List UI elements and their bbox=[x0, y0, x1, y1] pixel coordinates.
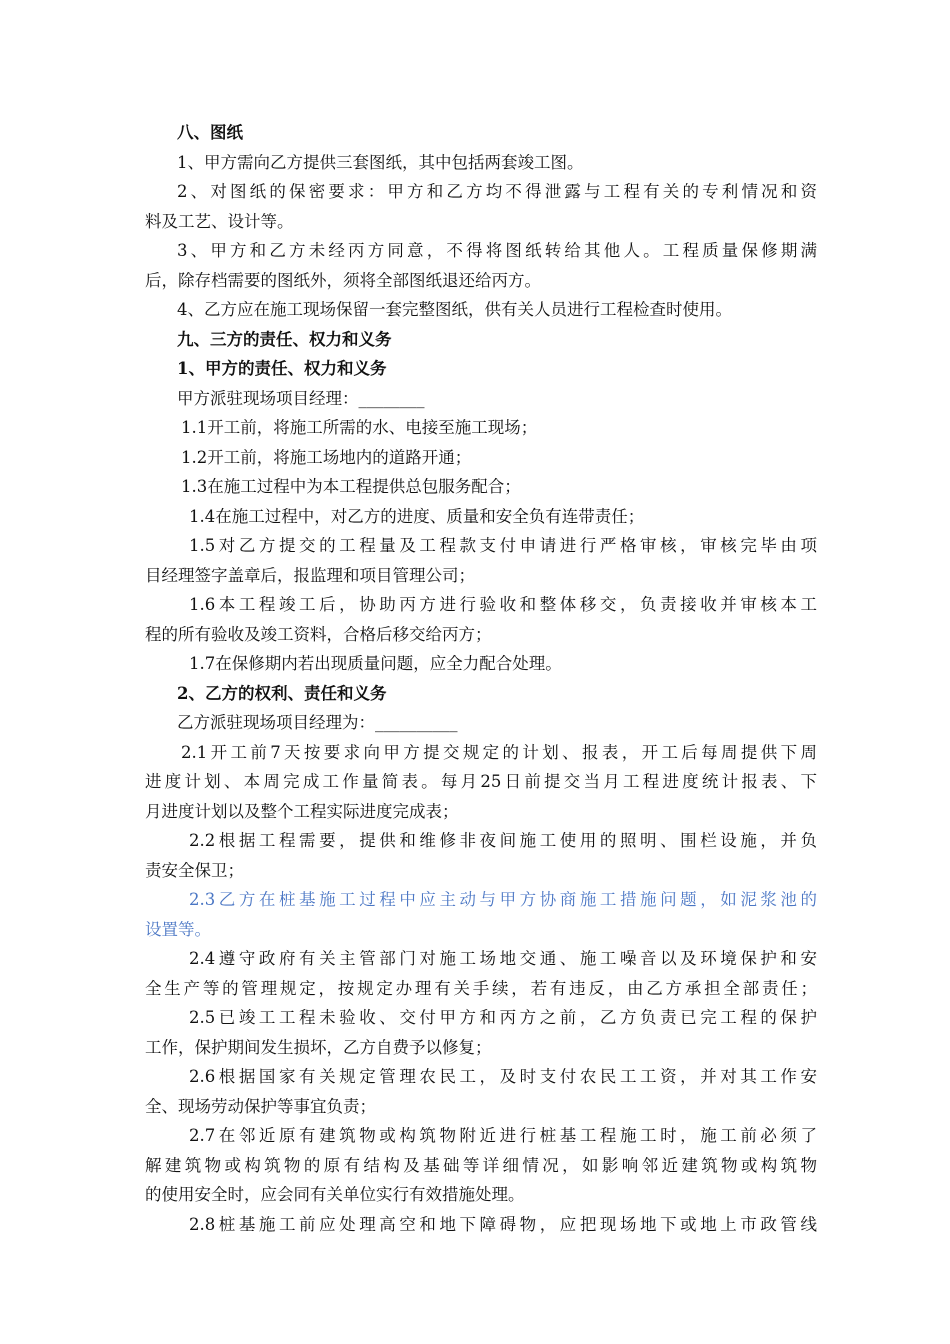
clause: 2.7在邻近原有建筑物或构筑物附近进行桩基工程施工时，施工前必须了 bbox=[189, 1126, 817, 1145]
paragraph-continuation: 料及工艺、设计等。 bbox=[145, 211, 294, 231]
section-8-heading: 八、图纸 bbox=[177, 123, 243, 142]
clause-continuation: 的使用安全时，应会同有关单位实行有效措施处理。 bbox=[145, 1185, 525, 1204]
subsection-heading: 1、甲方的责任、权力和义务 bbox=[177, 359, 387, 378]
subsection-heading: 2、乙方的权利、责任和义务 bbox=[177, 683, 387, 703]
clause: 1.2开工前，将施工场地内的道路开通； bbox=[181, 447, 472, 467]
clause: 2.2根据工程需要，提供和维修非夜间施工使用的照明、围栏设施，并负 bbox=[189, 831, 817, 850]
clause-continuation: 全生产等的管理规定，按规定办理有关手续，若有违反，由乙方承担全部责任； bbox=[145, 978, 817, 998]
document-page bbox=[145, 118, 817, 1239]
clause: 2.1开工前7天按要求向甲方提交规定的计划、报表，开工后每周提供下周 bbox=[181, 742, 817, 762]
clause-continuation: 程的所有验收及竣工资料，合格后移交给丙方； bbox=[145, 624, 492, 644]
clause: 1.5对乙方提交的工程量及工程款支付申请进行严格审核，审核完毕由项 bbox=[189, 536, 817, 555]
clause-continuation: 责安全保卫； bbox=[145, 860, 244, 880]
paragraph: 4、乙方应在施工现场保留一套完整图纸，供有关人员进行工程检查时使用。 bbox=[177, 300, 732, 319]
clause-continuation: 工作，保护期间发生损坏，乙方自费予以修复； bbox=[145, 1037, 492, 1057]
clause: 1.6本工程竣工后，协助丙方进行验收和整体移交，负责接收并审核本工 bbox=[189, 595, 817, 614]
manager-line: 乙方派驻现场项目经理为：__________ bbox=[177, 713, 458, 732]
clause-continuation: 解建筑物或构筑物的原有结构及基础等详细情况，如影响邻近建筑物或构筑物 bbox=[145, 1155, 817, 1175]
clause-continuation: 全、现场劳动保护等事宜负责； bbox=[145, 1096, 376, 1116]
clause: 2.6根据国家有关规定管理农民工，及时支付农民工工资，并对其工作安 bbox=[189, 1067, 817, 1086]
clause-continuation: 进度计划、本周完成工作量简表。每月25日前提交当月工程进度统计报表、下 bbox=[145, 772, 817, 791]
paragraph: 1、甲方需向乙方提供三套图纸，其中包括两套竣工图。 bbox=[177, 152, 584, 172]
clause: 2.5已竣工工程未验收、交付甲方和丙方之前，乙方负责已完工程的保护 bbox=[189, 1008, 817, 1027]
paragraph-continuation: 后，除存档需要的图纸外，须将全部图纸退还给丙方。 bbox=[145, 270, 541, 290]
clause: 2.8桩基施工前应处理高空和地下障碍物，应把现场地下或地上市政管线 bbox=[189, 1214, 817, 1234]
clause: 2.4遵守政府有关主管部门对施工场地交通、施工噪音以及环境保护和安 bbox=[189, 949, 817, 968]
clause: 1.1开工前，将施工所需的水、电接至施工现场； bbox=[181, 418, 538, 437]
section-9-heading: 九、三方的责任、权力和义务 bbox=[177, 329, 392, 349]
clause-continuation: 目经理签字盖章后，报监理和项目管理公司； bbox=[145, 565, 475, 585]
paragraph: 3、甲方和乙方未经丙方同意，不得将图纸转给其他人。工程质量保修期满 bbox=[177, 241, 817, 260]
clause-continuation: 月进度计划以及整个工程实际进度完成表； bbox=[145, 801, 459, 821]
clause: 1.3在施工过程中为本工程提供总包服务配合； bbox=[181, 477, 521, 496]
manager-line: 甲方派驻现场项目经理：________ bbox=[177, 388, 425, 408]
clause: 1.7在保修期内若出现质量问题，应全力配合处理。 bbox=[189, 654, 562, 673]
paragraph: 2、对图纸的保密要求：甲方和乙方均不得泄露与工程有关的专利情况和资 bbox=[177, 182, 817, 201]
clause-continuation-highlighted: 设置等。 bbox=[145, 919, 211, 939]
clause: 1.4在施工过程中，对乙方的进度、质量和安全负有连带责任； bbox=[189, 506, 645, 526]
clause-highlighted: 2.3乙方在桩基施工过程中应主动与甲方协商施工措施问题，如泥浆池的 bbox=[189, 890, 817, 909]
